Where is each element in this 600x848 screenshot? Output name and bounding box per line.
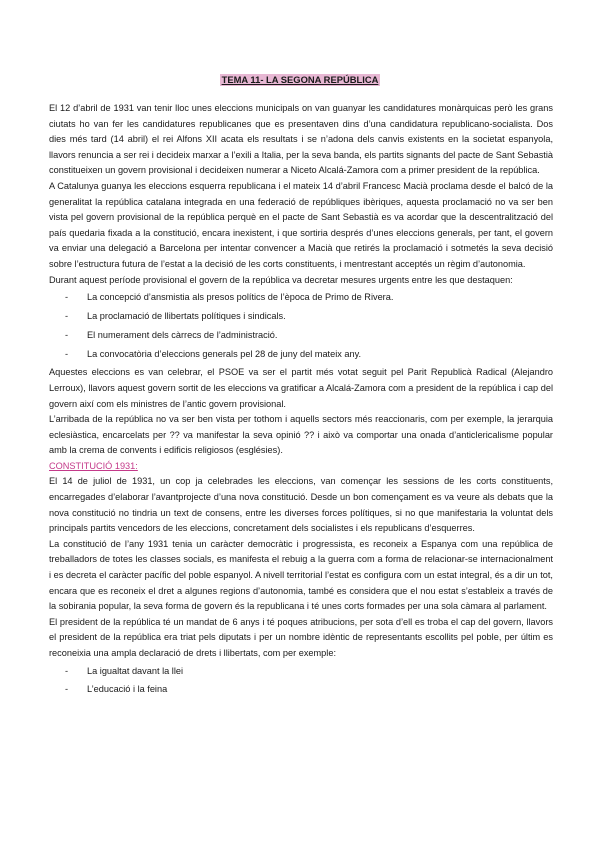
- bullet-dash: -: [65, 684, 69, 695]
- paragraph-anticlericalism: L’arribada de la república no va ser ben vista per tothom i aquells sectors més reaccionaris, com per exemple, la jerarquia eclesiàstica, encarcelats per ?? va manifestar la seva opinió ?? i això va comportar una onada d’anticlericalisme popular amb la crema de convents i edificis religiosos (esglésies).: [49, 414, 553, 456]
- paragraph-constituent-corts: El 14 de juliol de 1931, un cop ja celebrades les eleccions, van començar les sessions de les corts constituents, encarregades d’elaborar l’avantprojecte d’una nova constitució. Desde un bon començament es va veure als debats que la nova constitució no tindria un text de consens, entre les diverses forces polítiques, si no que manifestaria la voluntat dels principals partits vencedors de les eleccions, concretament dels socialistes i els republicans d’esquerres.: [49, 476, 553, 534]
- paragraph-constitution-character: La constitució de l’any 1931 tenia un caràcter democràtic i progressista, es reconeix a Espanya com una república de treballadors de totes les classes socials, es manifesta el rebuig a la guerra com a forma de relacionar-se internacionalment i es decreta el caràcter pacífic del poble espanyol. A nivell territorial l’estat es configura com un estat integral, és a dir un tot, encara que es reconeix el dret a algunes regions d’autonomia, també es considera que el nou estat s’estableix a través de la sobirania popular, la seva forma de govern és la republicana i té unes corts formades per una sola càmara al parlament.: [49, 538, 553, 612]
- rights-list: [49, 664, 553, 699]
- title-wrapper: [0, 73, 600, 89]
- paragraph-catalunya: A Catalunya guanya les eleccions esquerra republicana i el mateix 14 d’abril Francesc Macià proclama desde el balcó de la generalitat la república catalana integrada en una federació de repúbliques ibèriques, aquesta proclamació no va ser ben vista pel govern provisional de la república perquè en el pacte de Sant Sebastià es va acordar que la descentralització del país quedaria fixada a la constitució, encara inexistent, i que sortiria després d’unes eleccions generals, per tant, el govern va enviar una delegació a Barcelona per intentar convencer a Macià que retirés la proclamació i sotmetés la seva decisió sobre l’estructura futura de l’estat a la decisió de les corts constituents, i mentrestant acceptés un règim d’autonomia.: [49, 180, 553, 269]
- list-item: - L’educació i la feina: [49, 682, 553, 698]
- page-title: TEMA 11- LA SEGONA REPÚBLICA: [221, 74, 379, 85]
- list-item: - La igualtat davant la llei: [49, 664, 553, 680]
- section-heading-constitucio: CONSTITUCIÓ 1931:: [49, 460, 138, 471]
- measures-list: [49, 290, 553, 362]
- document-body: [49, 101, 553, 701]
- paragraph-general-elections: Aquestes eleccions es van celebrar, el PSOE va ser el partit més votat seguit pel Parit Republicà Radical (Alejandro Lerroux), llavors aquest govern sortit de les eleccions va gratificar a Alcalá-Zamora com a president de la república i cap del govern així com els ministres de l’antic govern provisional.: [49, 367, 553, 409]
- bullet-dash: -: [65, 329, 69, 340]
- bullet-dash: -: [65, 348, 69, 359]
- list-item: - La proclamació de llibertats polítiques i sindicals.: [49, 309, 553, 325]
- paragraph-provisional-measures: Durant aquest període provisional el govern de la república va decretar mesures urgents entre les que destaquen:: [49, 274, 513, 285]
- list-item: - El numerament dels càrrecs de l’administració.: [49, 328, 553, 344]
- list-item: - La convocatòria d’eleccions generals pel 28 de juny del mateix any.: [49, 347, 553, 363]
- bullet-dash: -: [65, 292, 69, 303]
- bullet-dash: -: [65, 665, 69, 676]
- list-item: - La concepció d’ansmistia als presos polítics de l’època de Primo de Rivera.: [49, 290, 553, 306]
- paragraph-elections-1931: El 12 d’abril de 1931 van tenir lloc unes eleccions municipals on van guanyar les candidatures monàrquicas però les grans ciutats ho van fer les candidatures republicanes que es presentaven dins d’una candidatura republicano-socialista. Dos dies més tard (14 abril) el rei Alfons XII acata els resultats i se n’adona dels canvis existents en la societat espanyola, llavors renuncia a ser rei i decideix marxar a l’exili a Italia, per la seva banda, els partits signants del pacte de Sant Sebastià constitueixen un govern provisional i decideixen numerar a Niceto Alcalá-Zamora com a primer president de la república.: [49, 103, 553, 176]
- bullet-dash: -: [65, 310, 69, 321]
- paragraph-president: El president de la república té un mandat de 6 anys i té poques atribucions, per sota d’ell es troba el cap del govern, llavors el president de la república era triat pels diputats i per un nombre idèntic de representants escollits pel poble, per últim es reconeixia una ampla declaració de drets i llibertats, com per exemple:: [49, 616, 553, 658]
